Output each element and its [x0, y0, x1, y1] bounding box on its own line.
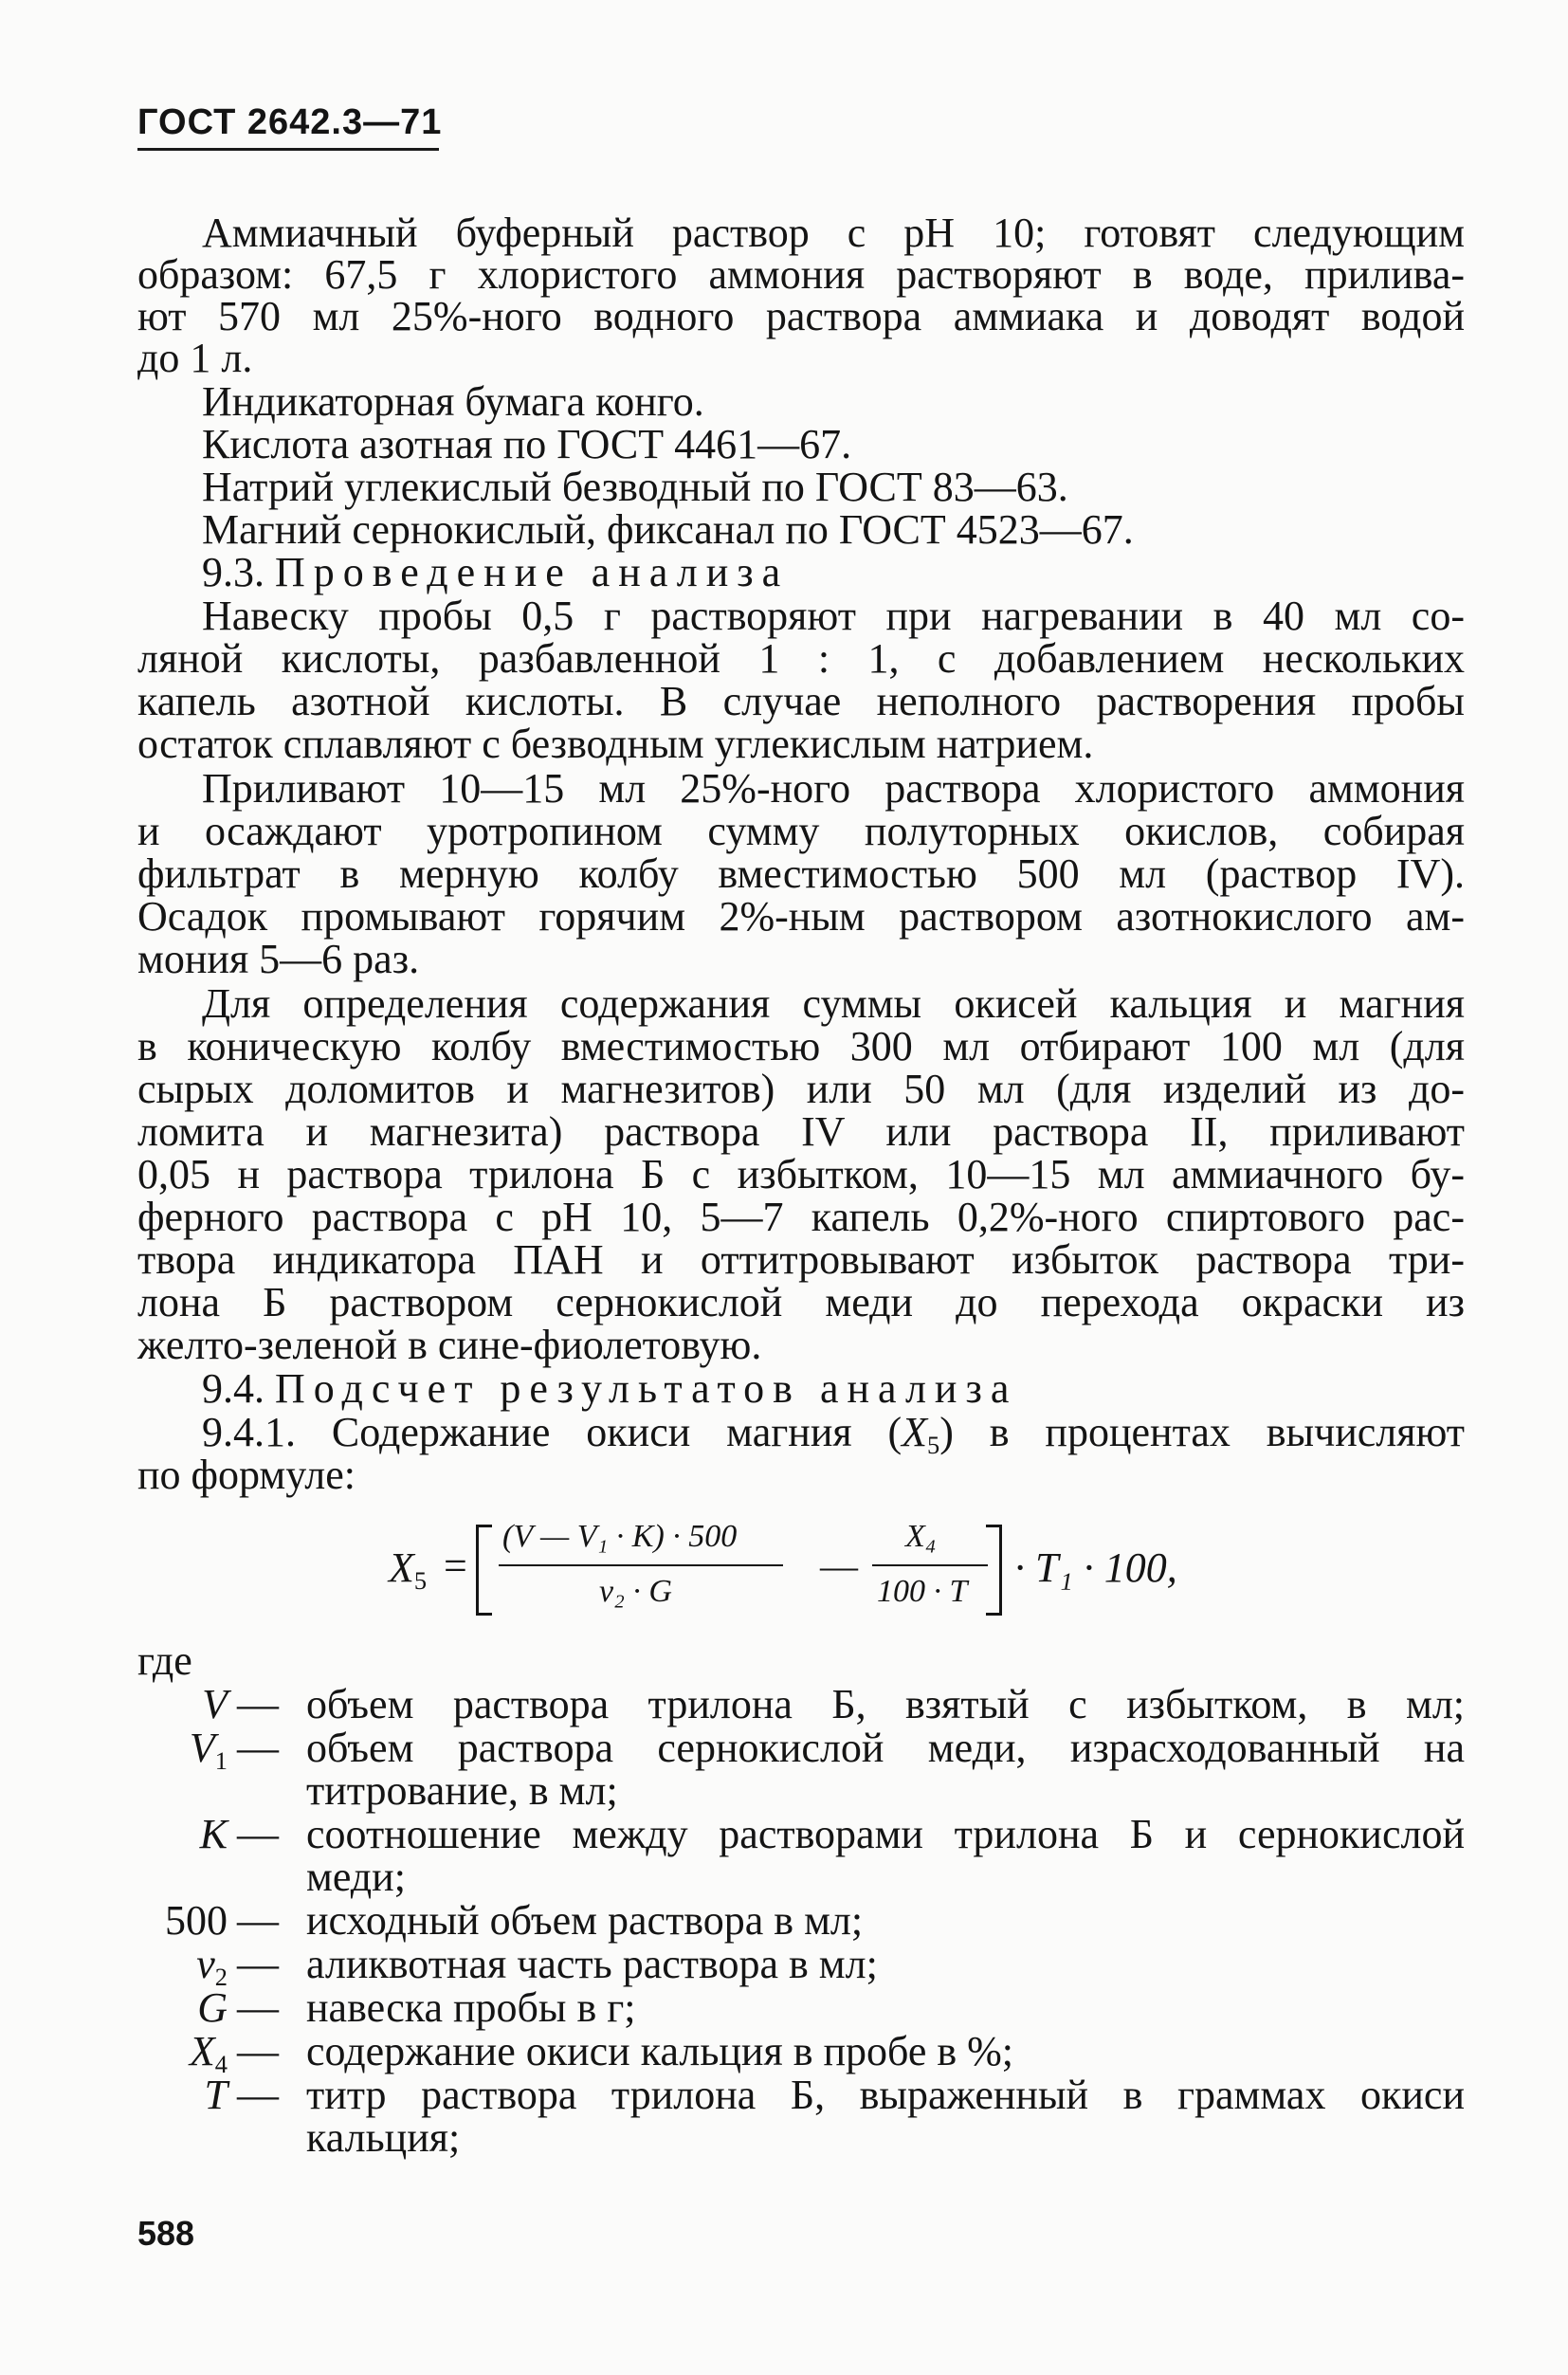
reagent-item: Магний сернокислый, фиксанал по ГОСТ 4523—67. [202, 506, 1134, 553]
lhs-sub: 5 [413, 1565, 428, 1595]
header-underline [137, 148, 439, 151]
legend-definition: объем раствора сернокислой меди, израсходованный на [306, 1725, 1465, 1771]
legend-symbol [0, 1812, 228, 1857]
legend-definition-cont: меди; [306, 1854, 406, 1900]
paragraph-line: и осаждают уротропином сумму полуторных окислов, собирая [137, 808, 1465, 854]
fraction2-bar [872, 1564, 988, 1566]
paragraph-line: желто-зеленой в сине-фиолетовую. [137, 1322, 762, 1368]
equals-sign: = [444, 1543, 467, 1589]
legend-symbol [0, 1985, 228, 2031]
fraction1-numerator: (V — V₁ · K) · 500 [502, 1519, 738, 1554]
legend-definition: объем раствора трилона Б, взятый с избытком, в мл; [306, 1681, 1465, 1727]
symbol-text: V [202, 1681, 228, 1727]
subscript: 5 [927, 1430, 940, 1459]
paragraph-line: Навеску пробы 0,5 г растворяют при нагревании в 40 мл со- [202, 593, 1465, 639]
legend-dash: — [237, 1725, 279, 1771]
legend-definition: аликвотная часть раствора в мл; [306, 1941, 878, 1987]
legend-dash: — [237, 1941, 279, 1987]
paragraph-line: ферного раствора с рН 10, 5—7 капель 0,2%-ного спиртового рас- [137, 1194, 1465, 1240]
fraction2-denominator: 100 · T [877, 1574, 968, 1609]
legend-dash: — [237, 1984, 279, 2031]
formula-x5 [389, 1517, 1261, 1621]
symbol-text: T [204, 2072, 228, 2118]
reagent-item: Кислота азотная по ГОСТ 4461—67. [202, 421, 852, 467]
paragraph-line: Для определения содержания суммы окисей кальция и магния [202, 980, 1465, 1027]
reagent-line: ют 570 мл 25%-ного водного раствора аммиака и доводят водой [137, 293, 1465, 339]
fraction1-denominator: v₂ · G [599, 1574, 672, 1609]
legend-definition: исходный объем раствора в мл; [306, 1897, 864, 1944]
symbol-text: K [199, 1811, 228, 1857]
symbol-sub: 1 [214, 1745, 228, 1775]
reagent-item: Натрий углекислый безводный по ГОСТ 83—63. [202, 464, 1068, 510]
paragraph-line: капель азотной кислоты. В случае неполного растворения пробы [137, 678, 1465, 724]
variable: X [902, 1409, 928, 1455]
symbol-sub: 4 [214, 2049, 228, 2078]
legend-symbol [0, 1898, 228, 1944]
paragraph-line: в коническую колбу вместимостью 300 мл отбирают 100 мл (для [137, 1023, 1465, 1069]
formula-tail: · T₁ · 100, [1014, 1544, 1177, 1591]
legend-symbol [0, 2073, 228, 2118]
symbol-text: v [196, 1941, 215, 1987]
text-run: ) в процентах вычисляют [939, 1409, 1465, 1455]
legend-symbol [0, 1682, 228, 1727]
page-number: 588 [137, 2214, 195, 2253]
lhs-var: X [389, 1544, 414, 1591]
reagent-item: Индикаторная бумага конго. [202, 378, 704, 425]
legend-symbol [0, 1726, 228, 1783]
section-heading-9-3 [202, 550, 789, 595]
legend-definition: содержание окиси кальция в пробе в %; [306, 2028, 1014, 2074]
fraction1-bar [499, 1564, 783, 1566]
reagent-line: образом: 67,5 г хлористого аммония растворяют в воде, прилива- [137, 251, 1465, 298]
paragraph-line: ляной кислоты, разбавленной 1 : 1, с добавлением нескольких [137, 635, 1465, 682]
section-title: Подсчет результатов анализа [275, 1365, 1018, 1412]
text-run: 9.4.1. Содержание окиси магния ( [202, 1409, 903, 1455]
symbol-text: 500 [165, 1897, 228, 1944]
section-title: Проведение анализа [275, 549, 790, 595]
paragraph-line: фильтрат в мерную колбу вместимостью 500 мл (раствор IV). [137, 850, 1465, 897]
symbol-text: V [189, 1725, 215, 1771]
paragraph-line: остаток сплавляют с безводным углекислым натрием. [137, 721, 1094, 767]
legend-dash: — [237, 1811, 279, 1857]
symbol-text: G [197, 1984, 228, 2031]
paragraph-line: по формуле: [137, 1452, 356, 1498]
legend-definition-cont: титрование, в мл; [306, 1767, 618, 1814]
where-label: где [137, 1637, 192, 1684]
symbol-text: X [189, 2028, 215, 2074]
formula-lhs [389, 1544, 427, 1596]
paragraph-line: мония 5—6 раз. [137, 936, 420, 982]
section-number: 9.4. [202, 1365, 264, 1412]
paragraph-line: твора индикатора ПАН и оттитровывают избыток раствора три- [137, 1236, 1465, 1283]
reagent-line: до 1 л. [137, 335, 253, 381]
legend-definition: титр раствора трилона Б, выраженный в граммах окиси [306, 2072, 1465, 2118]
paragraph-line [202, 1410, 1465, 1468]
paragraph-line: Осадок промывают горячим 2%-ным раствором азотнокислого ам- [137, 893, 1465, 940]
minus-sign: — [820, 1544, 858, 1587]
paragraph-line: сырых доломитов и магнезитов) или 50 мл (для изделий из до- [137, 1066, 1465, 1112]
paragraph-line: 0,05 н раствора трилона Б с избытком, 10—15 мл аммиачного бу- [137, 1151, 1465, 1197]
paragraph-line: лона Б раствором сернокислой меди до перехода окраски из [137, 1279, 1465, 1325]
legend-definition: навеска пробы в г; [306, 1984, 636, 2031]
section-heading-9-4 [202, 1366, 1017, 1412]
reagent-line: Аммиачный буферный раствор с рН 10; готовят следующим [202, 210, 1465, 256]
legend-definition-cont: кальция; [306, 2114, 461, 2161]
right-bracket [986, 1525, 1002, 1616]
legend-dash: — [237, 1897, 279, 1944]
fraction2-numerator: X₄ [905, 1519, 937, 1554]
standard-code: ГОСТ 2642.3—71 [137, 102, 443, 142]
legend-definition: соотношение между растворами трилона Б и сернокислой [306, 1811, 1465, 1857]
legend-dash: — [237, 2028, 279, 2074]
paragraph-line: Приливают 10—15 мл 25%-ного раствора хлористого аммония [202, 765, 1465, 812]
left-bracket [476, 1525, 492, 1616]
paragraph-line: ломита и магнезита) раствора IV или раствора II, приливают [137, 1108, 1465, 1155]
legend-dash: — [237, 1681, 279, 1727]
section-number: 9.3. [202, 549, 264, 595]
legend-dash: — [237, 2072, 279, 2118]
symbol-sub: 2 [214, 1962, 228, 1991]
